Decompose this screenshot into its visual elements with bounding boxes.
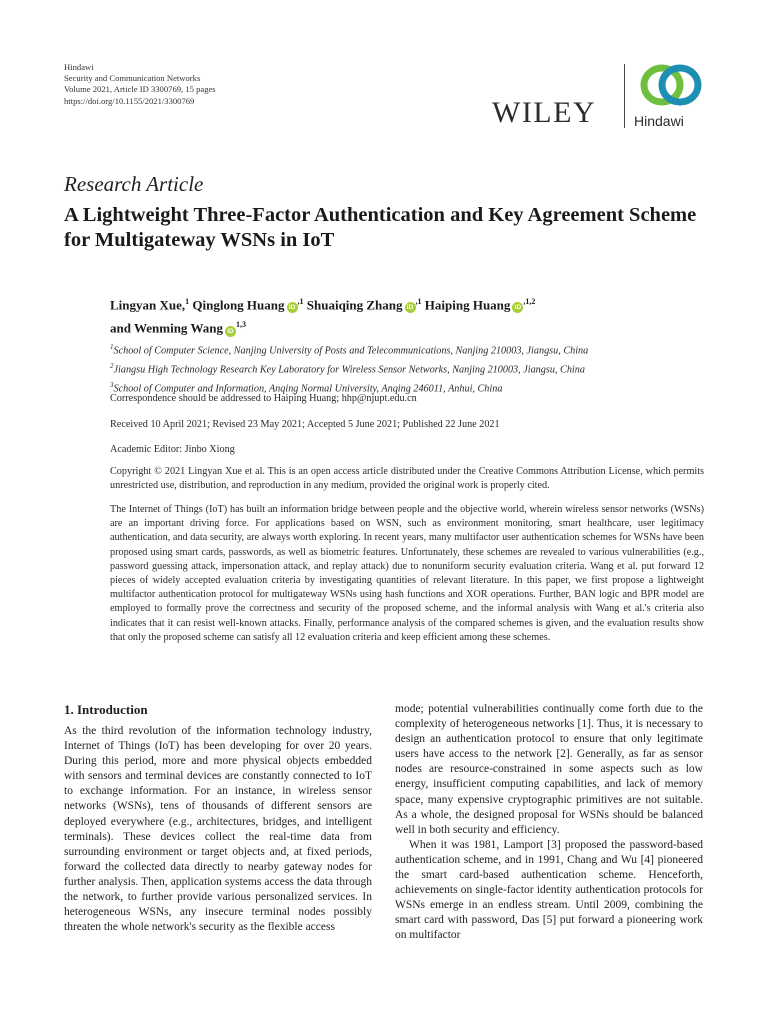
author-affiliation: 1,3 (235, 320, 246, 330)
correspondence-line: Correspondence should be addressed to Haiping Huang; hhp@njupt.edu.cn (110, 393, 417, 404)
article-type: Research Article (64, 172, 204, 196)
affiliation-list (110, 340, 730, 397)
affiliation-number: 3 (110, 380, 114, 389)
logo-divider (624, 64, 625, 128)
editor-line: Academic Editor: Jinbo Xiong (110, 444, 235, 455)
publisher-name: Hindawi (64, 62, 94, 72)
orcid-icon[interactable]: iD (225, 326, 236, 337)
affiliation-number: 1 (110, 343, 114, 351)
wiley-logo: WILEY (492, 96, 597, 129)
affiliation-item (110, 359, 730, 378)
body-paragraph: When it was 1981, Lamport [3] proposed the password-based authentication scheme, and in 1991, Chang and Wu [4] pioneered the smart card-based authentication scheme. Henceforth, achievements on single-factor identity authentication protocols for WSNs emerge in an endless stream. Until 2009, combining the smart card with password, Das [5] put forward a pioneering work on multifactor (395, 838, 703, 942)
author-list (110, 292, 710, 339)
volume-info: Volume 2021, Article ID 3300769, 15 pages (64, 84, 216, 95)
author-affiliation: 1 (185, 297, 190, 306)
orcid-icon[interactable]: iD (405, 302, 416, 313)
author-name: Lingyan Xue, (110, 297, 186, 313)
orcid-icon[interactable]: iD (287, 302, 298, 313)
journal-name: Security and Communication Networks (64, 73, 201, 84)
section-heading: 1. Introduction (64, 702, 148, 717)
hindawi-wordmark: Hindawi (634, 113, 684, 129)
affiliation-text: Jiangsu High Technology Research Key Laboratory for Wireless Sensor Networks, Nanjing 210003, Jiangsu, China (113, 364, 585, 376)
author-affiliation: ,1 (415, 297, 422, 306)
author-name: Qinglong Huang (192, 297, 285, 313)
body-column-left (64, 702, 372, 935)
paper-title: A Lightweight Three-Factor Authentication and Key Agreement Scheme for Multigateway WSNs in IoT (64, 204, 697, 251)
author-name: Shuaiqing Zhang (306, 297, 403, 313)
dates-line: Received 10 April 2021; Revised 23 May 2021; Accepted 5 June 2021; Published 22 June 2021 (110, 419, 500, 430)
copyright-notice: Copyright © 2021 Lingyan Xue et al. This is an open access article distributed under the Creative Commons Attribution License, which permits unrestricted use, distribution, and reproduction in any medium, provided the original work is properly cited. (110, 466, 704, 492)
author-affiliation: ,1 (297, 297, 304, 306)
author-affiliation: ,1,2 (523, 297, 536, 306)
affiliation-text: School of Computer Science, Nanjing University of Posts and Telecommunications, Nanjing 210003, Jiangsu, China (113, 345, 589, 357)
orcid-icon[interactable]: iD (512, 302, 523, 313)
affiliation-text: School of Computer and Information, Anqing Normal University, Anqing 246011, Anhui, China (113, 383, 503, 395)
body-paragraph: As the third revolution of the information technology industry, Internet of Things (IoT) has been developing for over 20 years. During this period, more and more physical objects embedded with sensors and terminal devices are constantly connected to IoT to exchange information. For an instance, in wireless sensor networks (WSNs), tens of thousands of different sensors are deployed everywhere (e.g., architectures, bridges, and intelligent terminals). These devices collect the real-time data from surrounding environment or target objects and, at fixed periods, forward the collected data directly to nearby gateway nodes for further analysis. Then, application systems access the data through the network, to further provide various personalized services. In heterogeneous WSNs, any insecure terminal nodes possibly threaten the whole network's security as the flexible access (64, 725, 372, 934)
author-name: and Wenming Wang (110, 320, 223, 336)
doi-link[interactable]: https://doi.org/10.1155/2021/3300769 (64, 95, 195, 106)
affiliation-item (110, 340, 730, 359)
hindawi-logo-icon (636, 60, 706, 110)
affiliation-number: 2 (110, 361, 114, 370)
body-paragraph: mode; potential vulnerabilities continually come forth due to the complexity of heterogeneous networks [1]. Thus, it is necessary to design an authentication protocol to ensure that only legitimate users have access to the network [2]. Generally, as far as sensor nodes are resource-constrained in some aspects such as low energy, insufficient computing capabilities, and lack of memory space, many expensive cryptographic primitives are not suitable. As a whole, the designed proposal for WSNs should be balanced well in both security and efficiency. (395, 703, 703, 836)
author-name: Haiping Huang (424, 297, 511, 313)
journal-meta (64, 62, 216, 107)
abstract: The Internet of Things (IoT) has built an information bridge between people and the objective world, wherein wireless sensor networks (WSNs) are an important driving force. For applications based on WSN, such as environment monitoring, smart healthcare, user legitimacy authentication, and data security, are always worth exploring. In recent years, many multifactor user authentication schemes for WSNs have been proposed using smart cards, passwords, as well as biometric features. Unfortunately, these schemes are revealed to various vulnerabilities (e.g., password guessing attack, impersonation attack, and replay attack) due to nonuniform security evaluation criteria. Wang et al. put forward 12 pieces of widely accepted evaluation criteria by investigating quantities of relevant literature. In this paper, we first propose a lightweight multifactor authentication protocol for multigateway WSNs using hash functions and XOR operations. Further, BAN logic and BPR model are employed to formally prove the correctness and security of the proposed scheme, and the informal analysis with Wang et al.'s criteria also indicates that it can resist well-known attacks. Finally, performance analysis of the compared schemes is given, and the evaluation results show that only the proposed scheme can satisfy all 12 evaluation criteria and keep efficient among these schemes. (110, 504, 704, 643)
body-column-right (395, 702, 703, 944)
